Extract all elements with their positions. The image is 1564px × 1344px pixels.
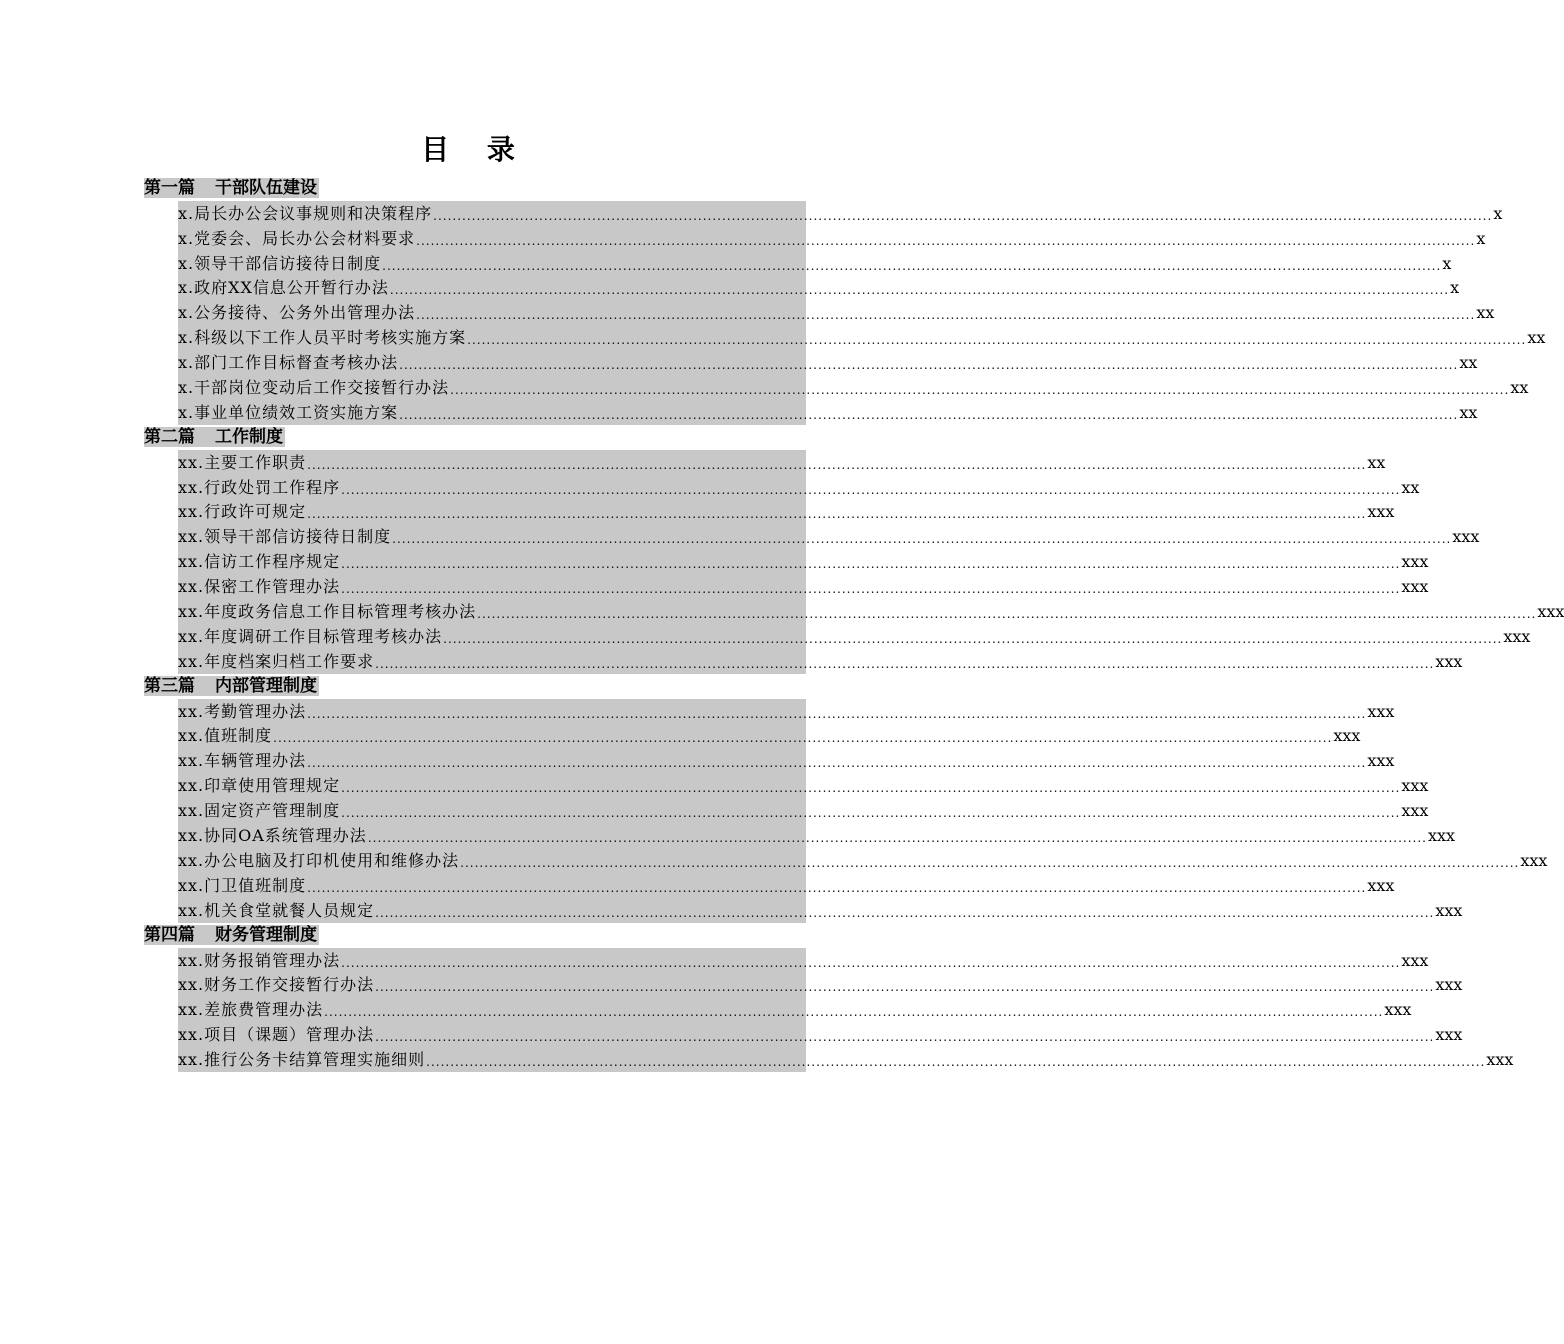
toc-entry-title: xx.门卫值班制度 <box>178 875 307 895</box>
toc-entry-title: xx.年度政务信息工作目标管理考核办法 <box>178 602 477 622</box>
toc-page-number: xx <box>1527 328 1546 348</box>
toc-page-number: xxx <box>1367 751 1395 771</box>
toc-entry-title: x.党委会、局长办公会材料要求 <box>178 228 416 248</box>
section-heading <box>144 176 806 201</box>
toc-entry[interactable] <box>178 798 1429 823</box>
toc-leader-dots: ............................................................................................................................................................................................................................ <box>450 383 1510 398</box>
toc-leader-dots: ............................................................................................................................................................................................................................ <box>375 905 1435 920</box>
toc-entry[interactable] <box>178 624 1531 649</box>
toc-entry-title: xx.行政处罚工作程序 <box>178 477 341 497</box>
toc-leader-dots: ............................................................................................................................................................................................................................ <box>367 831 1427 846</box>
toc-entry-title: xx.项目（课题）管理办法 <box>178 1025 375 1045</box>
toc-entry[interactable] <box>178 748 1395 773</box>
toc-leader-dots: ............................................................................................................................................................................................................................ <box>341 955 1401 970</box>
toc-page-number: xxx <box>1384 1000 1412 1020</box>
section-label: 第二篇 <box>144 426 195 447</box>
section-name: 干部队伍建设 <box>215 178 317 198</box>
toc-leader-dots: ............................................................................................................................................................................................................................ <box>399 358 1459 373</box>
toc-entry-title: xx.协同OA系统管理办法 <box>178 826 367 846</box>
toc-leader-dots: ............................................................................................................................................................................................................................ <box>375 1030 1435 1045</box>
toc-entry-title: x.干部岗位变动后工作交接暂行办法 <box>178 378 450 398</box>
toc-page-number: xxx <box>1435 900 1463 920</box>
toc-page-number: xxx <box>1435 1025 1463 1045</box>
toc-page-number: xxx <box>1537 602 1564 622</box>
toc-leader-dots: ............................................................................................................................................................................................................................ <box>477 607 1537 622</box>
toc-leader-dots: ............................................................................................................................................................................................................................ <box>426 1055 1486 1070</box>
toc-entry-title: xx.印章使用管理规定 <box>178 776 341 796</box>
toc-page-number: xxx <box>1401 577 1429 597</box>
section-heading <box>144 425 806 450</box>
toc-page-number: xxx <box>1520 850 1548 870</box>
page-title: 目 录 <box>421 133 529 166</box>
toc-entry-title: xx.值班制度 <box>178 726 273 746</box>
toc-page-number: xxx <box>1435 975 1463 995</box>
table-of-contents <box>144 176 1564 1072</box>
toc-entry[interactable] <box>178 948 1429 973</box>
toc-page-number: xx <box>1459 353 1478 373</box>
toc-entry-title: x.公务接待、公务外出管理办法 <box>178 303 416 323</box>
section-label: 第三篇 <box>144 675 195 696</box>
toc-entry-title: xx.差旅费管理办法 <box>178 1000 324 1020</box>
toc-leader-dots: ............................................................................................................................................................................................................................ <box>392 532 1452 547</box>
toc-entry[interactable] <box>178 549 1429 574</box>
toc-entry-title: x.事业单位绩效工资实施方案 <box>178 402 399 422</box>
toc-entry[interactable] <box>178 375 1529 400</box>
toc-leader-dots: ............................................................................................................................................................................................................................ <box>341 806 1401 821</box>
toc-page-number: x <box>1442 253 1452 273</box>
toc-entry[interactable] <box>178 823 1456 848</box>
section-heading <box>144 674 806 699</box>
toc-leader-dots: ............................................................................................................................................................................................................................ <box>416 308 1476 323</box>
toc-entry[interactable] <box>178 773 1429 798</box>
toc-entry[interactable] <box>178 997 1412 1022</box>
section-heading-highlight <box>144 925 319 945</box>
toc-entry-title: xx.车辆管理办法 <box>178 751 307 771</box>
toc-page-number: xx <box>1510 378 1529 398</box>
toc-entry[interactable] <box>178 599 1564 624</box>
toc-entry-title: xx.主要工作职责 <box>178 452 307 472</box>
toc-leader-dots: ............................................................................................................................................................................................................................ <box>341 781 1401 796</box>
toc-page-number: xxx <box>1367 701 1395 721</box>
toc-page-number: xxx <box>1367 502 1395 522</box>
section-name: 工作制度 <box>215 426 283 447</box>
toc-page-number: xxx <box>1503 626 1531 646</box>
toc-page-number: x <box>1493 203 1503 223</box>
toc-entry-title: x.政府XX信息公开暂行办法 <box>178 278 389 298</box>
section-heading-highlight <box>144 178 319 198</box>
toc-entry-title: xx.年度档案归档工作要求 <box>178 651 375 671</box>
toc-entry-title: xx.固定资产管理制度 <box>178 801 341 821</box>
toc-leader-dots: ............................................................................................................................................................................................................................ <box>433 208 1493 223</box>
toc-entry-title: xx.推行公务卡结算管理实施细则 <box>178 1050 426 1070</box>
toc-leader-dots: ............................................................................................................................................................................................................................ <box>307 706 1367 721</box>
toc-leader-dots: ............................................................................................................................................................................................................................ <box>307 457 1367 472</box>
section-heading <box>144 923 806 948</box>
toc-entry[interactable] <box>178 475 1420 500</box>
section-label: 第一篇 <box>144 178 195 198</box>
toc-leader-dots: ............................................................................................................................................................................................................................ <box>307 880 1367 895</box>
toc-page-number: xxx <box>1435 651 1463 671</box>
toc-entry[interactable] <box>178 649 1463 674</box>
toc-leader-dots: ............................................................................................................................................................................................................................ <box>375 656 1435 671</box>
toc-leader-dots: ............................................................................................................................................................................................................................ <box>467 333 1527 348</box>
toc-entry-title: xx.财务工作交接暂行办法 <box>178 975 375 995</box>
toc-entry[interactable] <box>178 300 1495 325</box>
toc-entry-title: xx.机关食堂就餐人员规定 <box>178 900 375 920</box>
section-heading-highlight <box>144 676 319 696</box>
section-heading-highlight <box>144 427 285 447</box>
toc-page-number: xx <box>1476 303 1495 323</box>
toc-page-number: xxx <box>1333 726 1361 746</box>
toc-leader-dots: ............................................................................................................................................................................................................................ <box>460 855 1520 870</box>
toc-page-number: xxx <box>1428 826 1456 846</box>
toc-entry[interactable] <box>178 873 1395 898</box>
toc-entry-title: xx.财务报销管理办法 <box>178 950 341 970</box>
toc-page-number: xxx <box>1401 552 1429 572</box>
toc-page-number: x <box>1450 278 1460 298</box>
toc-entry[interactable] <box>178 574 1429 599</box>
toc-leader-dots: ............................................................................................................................................................................................................................ <box>389 283 1450 298</box>
toc-entry[interactable] <box>178 1022 1463 1047</box>
toc-entry[interactable] <box>178 400 1478 425</box>
toc-page-number: x <box>1476 228 1486 248</box>
toc-leader-dots: ............................................................................................................................................................................................................................ <box>341 557 1401 572</box>
toc-leader-dots: ............................................................................................................................................................................................................................ <box>382 258 1442 273</box>
toc-entry[interactable] <box>178 226 1486 251</box>
toc-entry-title: xx.领导干部信访接待日制度 <box>178 527 392 547</box>
toc-entry[interactable] <box>178 724 1361 749</box>
toc-entry[interactable] <box>178 524 1480 549</box>
toc-entry-title: xx.行政许可规定 <box>178 502 307 522</box>
toc-page-number: xxx <box>1401 801 1429 821</box>
toc-entry[interactable] <box>178 848 1548 873</box>
toc-entry-title: xx.年度调研工作目标管理考核办法 <box>178 626 443 646</box>
toc-entry-title: x.科级以下工作人员平时考核实施方案 <box>178 328 467 348</box>
toc-page-number: xxx <box>1367 875 1395 895</box>
toc-entry-title: xx.办公电脑及打印机使用和维修办法 <box>178 850 460 870</box>
toc-entry-title: xx.信访工作程序规定 <box>178 552 341 572</box>
toc-entry[interactable] <box>178 201 1503 226</box>
toc-leader-dots: ............................................................................................................................................................................................................................ <box>416 233 1476 248</box>
toc-leader-dots: ............................................................................................................................................................................................................................ <box>273 731 1333 746</box>
toc-entry-title: xx.保密工作管理办法 <box>178 577 341 597</box>
toc-leader-dots: ............................................................................................................................................................................................................................ <box>324 1005 1384 1020</box>
toc-page-number: xxx <box>1486 1050 1514 1070</box>
toc-entry[interactable] <box>178 325 1546 350</box>
toc-entry-title: xx.考勤管理办法 <box>178 701 307 721</box>
toc-page-number: xx <box>1459 402 1478 422</box>
toc-leader-dots: ............................................................................................................................................................................................................................ <box>399 407 1459 422</box>
toc-page-number: xxx <box>1401 950 1429 970</box>
toc-entry-title: x.领导干部信访接待日制度 <box>178 253 382 273</box>
section-label: 第四篇 <box>144 924 195 945</box>
toc-entry[interactable] <box>178 1047 1514 1072</box>
toc-leader-dots: ............................................................................................................................................................................................................................ <box>375 980 1435 995</box>
toc-page-number: xxx <box>1452 527 1480 547</box>
toc-page-number: xx <box>1401 477 1420 497</box>
toc-entry[interactable] <box>178 276 1460 301</box>
toc-entry[interactable] <box>178 973 1463 998</box>
section-name: 财务管理制度 <box>215 924 317 945</box>
toc-entry[interactable] <box>178 500 1395 525</box>
toc-entry[interactable] <box>178 251 1452 276</box>
toc-entry-title: x.部门工作目标督查考核办法 <box>178 353 399 373</box>
toc-entry[interactable] <box>178 699 1395 724</box>
toc-leader-dots: ............................................................................................................................................................................................................................ <box>307 507 1367 522</box>
toc-leader-dots: ............................................................................................................................................................................................................................ <box>443 631 1503 646</box>
toc-page-number: xxx <box>1401 776 1429 796</box>
toc-entry[interactable] <box>178 350 1478 375</box>
toc-page-number: xx <box>1367 452 1386 472</box>
toc-leader-dots: ............................................................................................................................................................................................................................ <box>341 582 1401 597</box>
toc-entry-title: x.局长办公会议事规则和决策程序 <box>178 203 433 223</box>
toc-entry[interactable] <box>178 898 1463 923</box>
section-name: 内部管理制度 <box>215 675 317 696</box>
toc-leader-dots: ............................................................................................................................................................................................................................ <box>341 482 1401 497</box>
toc-leader-dots: ............................................................................................................................................................................................................................ <box>307 756 1367 771</box>
toc-entry[interactable] <box>178 450 1386 475</box>
